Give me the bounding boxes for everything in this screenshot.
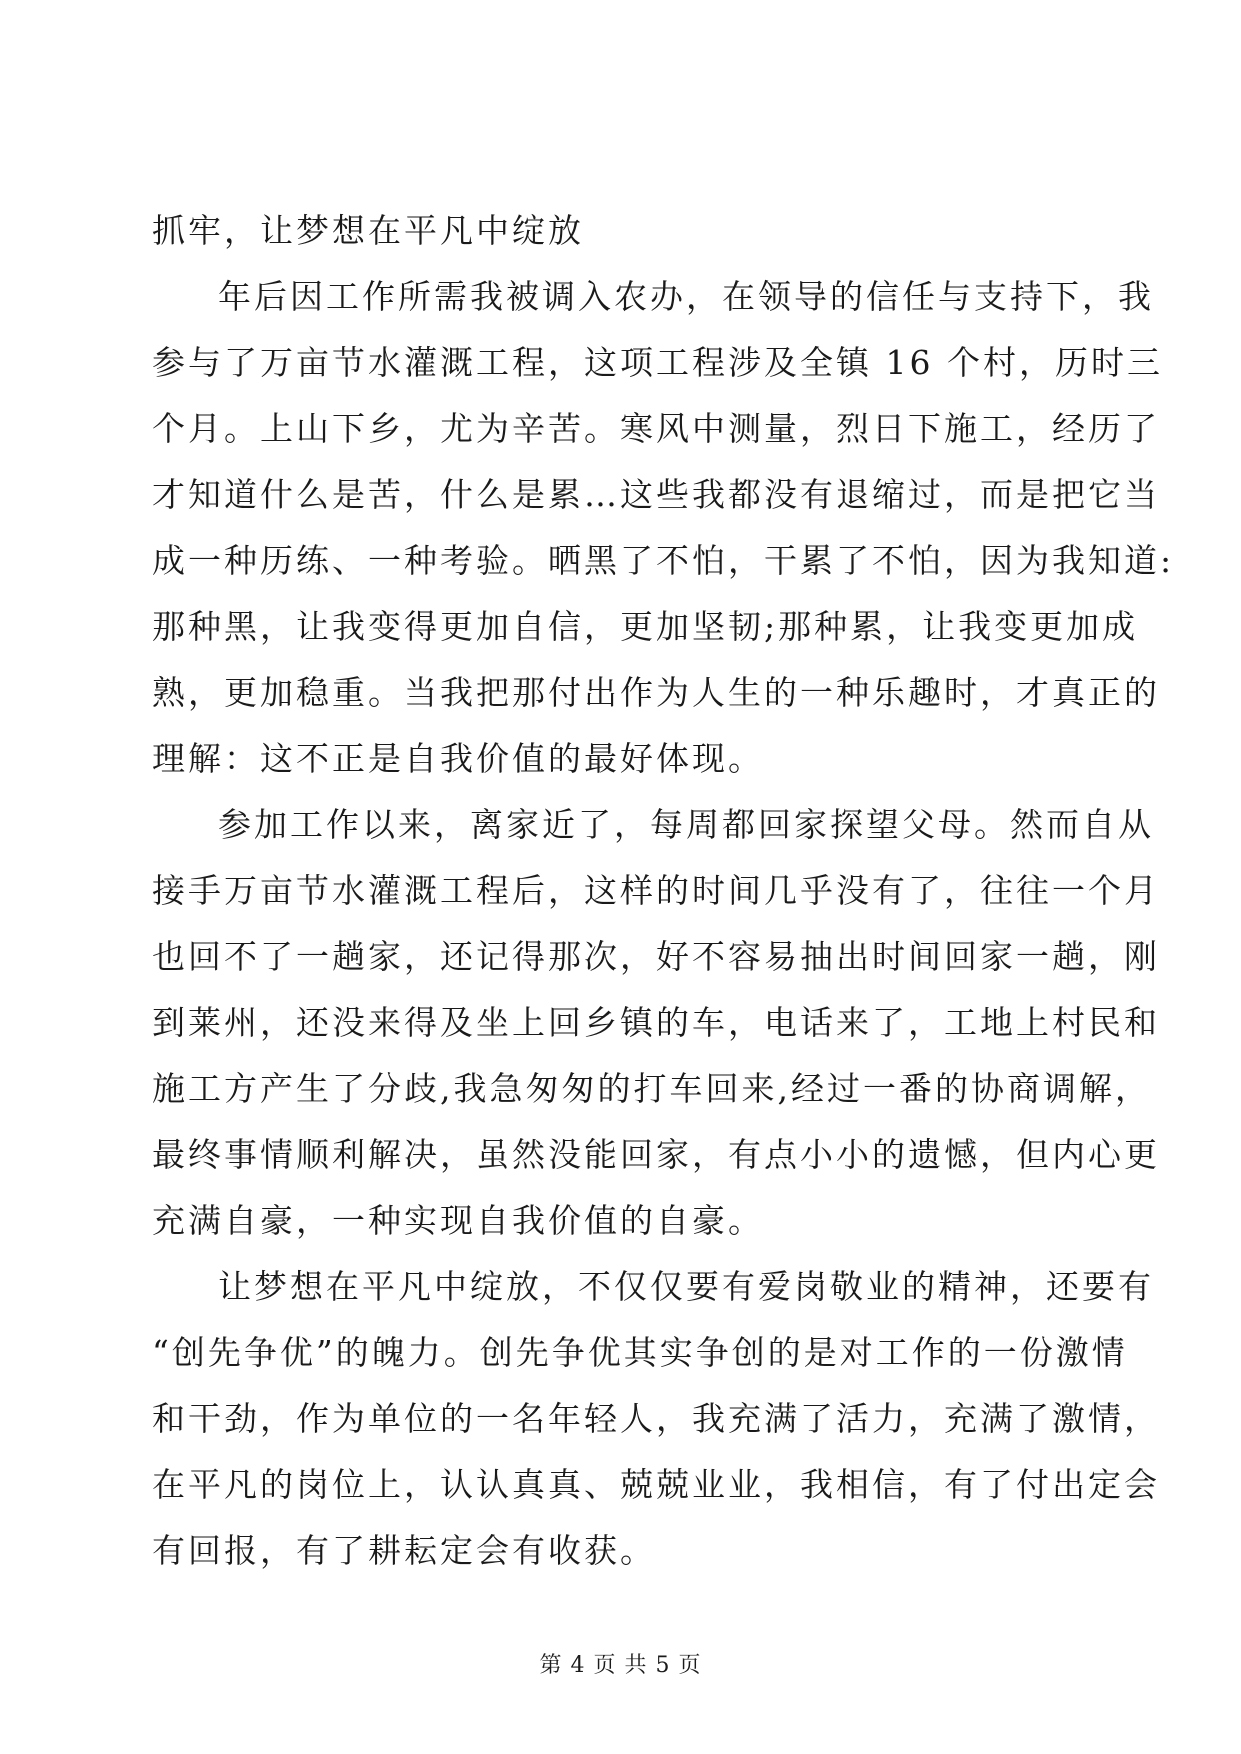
paragraph (152, 264, 1175, 792)
text-line: 接手万亩节水灌溉工程后，这样的时间几乎没有了，往往一个月 (152, 871, 1160, 910)
text-line: 那种黑，让我变得更加自信，更加坚韧;那种累，让我变更加成 (152, 607, 1139, 646)
text-line: 成一种历练、一种考验。晒黑了不怕，干累了不怕，因为我知道: (152, 541, 1175, 580)
text-line: 到莱州，还没来得及坐上回乡镇的车，电话来了，工地上村民和 (152, 1003, 1160, 1042)
text-line: 让梦想在平凡中绽放，不仅仅要有爱岗敬业的精神，还要有 (218, 1267, 1154, 1306)
text-line: 才知道什么是苦，什么是累…这些我都没有退缩过，而是把它当 (152, 475, 1160, 514)
text-line: 有回报，有了耕耘定会有收获。 (152, 1531, 656, 1570)
text-line: 年后因工作所需我被调入农办，在领导的信任与支持下，我 (218, 277, 1154, 316)
paragraph (152, 198, 1092, 264)
text-line: 个月。上山下乡，尤为辛苦。寒风中测量，烈日下施工，经历了 (152, 409, 1160, 448)
text-line: 在平凡的岗位上，认认真真、兢兢业业，我相信，有了付出定会 (152, 1465, 1160, 1504)
document-body (152, 198, 1175, 1584)
text-line: 施工方产生了分歧,我急匆匆的打车回来,经过一番的协商调解， (152, 1069, 1151, 1108)
text-line: 参加工作以来，离家近了，每周都回家探望父母。然而自从 (218, 805, 1154, 844)
text-line: 也回不了一趟家，还记得那次，好不容易抽出时间回家一趟，刚 (152, 937, 1160, 976)
text-line: 充满自豪，一种实现自我价值的自豪。 (152, 1201, 764, 1240)
text-line: 熟，更加稳重。当我把那付出作为人生的一种乐趣时，才真正的 (152, 673, 1160, 712)
text-line: 和干劲，作为单位的一名年轻人，我充满了活力，充满了激情， (152, 1399, 1160, 1438)
text-line: 抓牢，让梦想在平凡中绽放 (152, 211, 584, 250)
paragraph (152, 1254, 1160, 1584)
text-line: 理解：这不正是自我价值的最好体现。 (152, 739, 764, 778)
paragraph (152, 792, 1160, 1254)
text-line: 最终事情顺利解决，虽然没能回家，有点小小的遗憾，但内心更 (152, 1135, 1160, 1174)
text-line: “创先争优”的魄力。创先争优其实争创的是对工作的一份激情 (152, 1333, 1128, 1372)
page-footer (0, 1648, 1241, 1679)
text-line: 参与了万亩节水灌溉工程，这项工程涉及全镇 16 个村，历时三 (152, 343, 1163, 382)
page-number: 第 4 页 共 5 页 (539, 1653, 702, 1678)
